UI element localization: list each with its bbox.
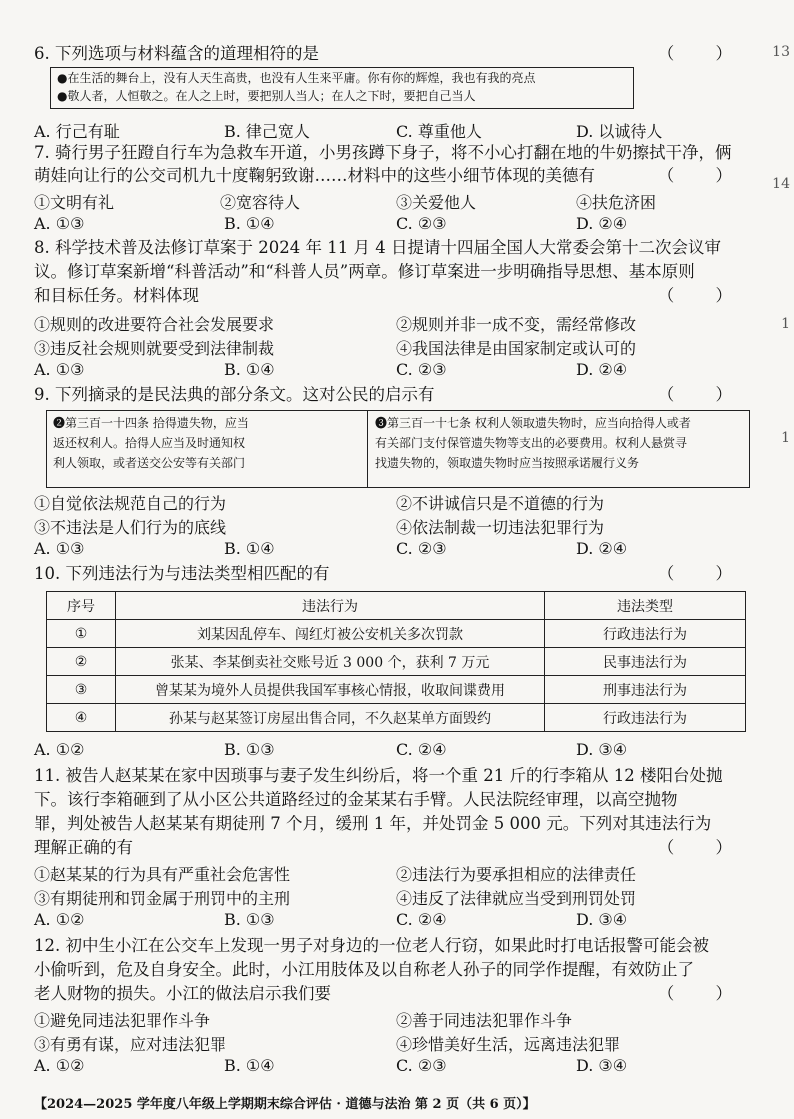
q11-item: ③有期徒刑和罚金属于刑罚中的主刑 [34, 889, 291, 908]
table-cell: ③ [47, 676, 116, 704]
q11-options [34, 910, 754, 930]
q6-options [34, 119, 754, 139]
q6-material-line: ●在生活的舞台上，没有人天生高贵，也没有人生来平庸。你有你的辉煌，我也有我的亮点 [57, 71, 536, 85]
q10-stem-text: 10. 下列违法行为与违法类型相匹配的有 [34, 564, 330, 583]
q7-item: ②宽容待人 [220, 193, 301, 212]
q6-option-c[interactable]: C. 尊重他人 [396, 122, 482, 141]
q7-option-b[interactable]: B. ①④ [224, 214, 275, 233]
table-cell: 孙某与赵某签订房屋出售合同，不久赵某单方面毁约 [116, 704, 545, 732]
q9-article-line: ❸第三百一十七条 权利人领取遗失物时，应当向拾得人或者 [375, 416, 691, 430]
q11-stem-text: 理解正确的有 [34, 838, 133, 857]
q10-table [46, 591, 746, 732]
table-row [47, 648, 746, 676]
q12-items-row1 [34, 1008, 754, 1028]
edge-mark: 1 [781, 430, 790, 446]
table-header-cell: 违法行为 [116, 592, 545, 620]
q11-option-b[interactable]: B. ①③ [224, 910, 275, 929]
table-cell: ① [47, 620, 116, 648]
q9-article-line: 有关部门支付保管遗失物等支出的必要费用。权利人悬赏寻 [375, 436, 688, 450]
q9-law-box [46, 410, 750, 488]
q9-stem-text: 9. 下列摘录的是民法典的部分条文。这对公民的启示有 [34, 385, 435, 404]
q12-stem-line: 小偷听到，危及自身安全。此时，小江用肢体及以自称老人孙子的同学作提醒，有效防止了 [34, 960, 694, 979]
q8-stem-line [34, 286, 750, 306]
q8-items-row1 [34, 312, 754, 332]
q12-stem-line [34, 984, 750, 1004]
table-cell: 行政违法行为 [545, 620, 746, 648]
q11-option-d[interactable]: D. ③④ [576, 910, 628, 929]
q10-option-d[interactable]: D. ③④ [576, 740, 628, 759]
table-cell: 张某、李某倒卖社交账号近 3 000 个，获利 7 万元 [116, 648, 545, 676]
q7-answer-paren: （ ） [657, 166, 750, 185]
table-header-row [47, 592, 746, 620]
page-footer: 【2024—2025 学年度八年级上学期期末综合评估 · 道德与法治 第 2 页（共 6 页）】 [34, 1097, 536, 1112]
q9-option-a[interactable]: A. ①③ [34, 539, 85, 558]
table-cell: 刘某因乱停车、闯红灯被公安机关多次罚款 [116, 620, 545, 648]
q6-option-a[interactable]: A. 行己有耻 [34, 122, 120, 141]
q11-item: ②违法行为要承担相应的法律责任 [396, 865, 637, 884]
q9-article-317 [369, 413, 749, 473]
q9-option-b[interactable]: B. ①④ [224, 539, 275, 558]
q10-option-b[interactable]: B. ①③ [224, 740, 275, 759]
q6-answer-paren: （ ） [657, 44, 750, 63]
q8-option-c[interactable]: C. ②③ [396, 360, 447, 379]
q9-box-divider [367, 411, 368, 487]
q9-item: ④依法制裁一切违法犯罪行为 [396, 518, 605, 537]
q9-stem [34, 385, 750, 405]
q12-option-c[interactable]: C. ②③ [396, 1056, 447, 1075]
q9-option-d[interactable]: D. ②④ [576, 539, 628, 558]
q9-article-line: 利人领取，或者送交公安等有关部门 [53, 456, 246, 470]
q8-items-row2 [34, 336, 754, 356]
table-header-cell: 违法类型 [545, 592, 746, 620]
q11-stem-line: 下。该行李箱砸到了从小区公共道路经过的金某某右手臂。人民法院经审理，以高空抛物 [34, 790, 678, 809]
q12-items-row2 [34, 1032, 754, 1052]
table-row [47, 620, 746, 648]
q7-stem-text: 萌娃向让行的公交司机九十度鞠躬致谢……材料中的这些小细节体现的美德有 [34, 166, 595, 185]
q8-option-d[interactable]: D. ②④ [576, 360, 628, 379]
q9-item: ②不讲诚信只是不道德的行为 [396, 494, 605, 513]
q6-option-b[interactable]: B. 律己宽人 [224, 122, 310, 141]
q8-stem-line: 议。修订草案新增“科普活动”和“科普人员”两章。修订草案进一步明确指导思想、基本原则 [34, 262, 695, 281]
q8-option-b[interactable]: B. ①④ [224, 360, 275, 379]
q11-items-row2 [34, 886, 754, 906]
q9-items-row2 [34, 515, 754, 535]
q9-item: ③不违法是人们行为的底线 [34, 518, 227, 537]
edge-mark: 13 [772, 44, 790, 60]
q6-material-line: ●敬人者，人恒敬之。在人之上时，要把别人当人；在人之下时，要把自己当人 [57, 89, 476, 103]
q7-stem-line [34, 166, 750, 186]
q11-option-a[interactable]: A. ①② [34, 910, 85, 929]
table-cell: ④ [47, 704, 116, 732]
q11-stem-line: 11. 被告人赵某某在家中因琐事与妻子发生纠纷后，将一个重 21 斤的行李箱从 12 楼阳台处抛 [34, 766, 723, 785]
q9-items-row1 [34, 491, 754, 511]
q9-article-314 [47, 413, 367, 473]
q12-item: ②善于同违法犯罪作斗争 [396, 1011, 573, 1030]
q12-stem-line: 12. 初中生小江在公交车上发现一男子对身边的一位老人行窃，如果此时打电话报警可能会被 [34, 936, 709, 955]
q11-item: ①赵某某的行为具有严重社会危害性 [34, 865, 291, 884]
q11-option-c[interactable]: C. ②④ [396, 910, 447, 929]
q9-answer-paren: （ ） [657, 385, 750, 404]
q6-stem-text: 6. 下列选项与材料蕴含的道理相符的是 [34, 44, 319, 63]
q8-answer-paren: （ ） [657, 286, 750, 305]
q10-answer-paren: （ ） [657, 564, 750, 583]
q12-option-a[interactable]: A. ①② [34, 1056, 85, 1075]
q12-answer-paren: （ ） [657, 984, 750, 1003]
q7-item: ①文明有礼 [34, 193, 115, 212]
q12-options [34, 1056, 754, 1076]
q12-option-d[interactable]: D. ③④ [576, 1056, 628, 1075]
table-header-cell: 序号 [47, 592, 116, 620]
q10-options [34, 740, 754, 760]
q9-article-line: ❷第三百一十四条 拾得遗失物，应当 [53, 416, 249, 430]
q12-item: ③有勇有谋，应对违法犯罪 [34, 1035, 227, 1054]
q9-options [34, 539, 754, 559]
q8-option-a[interactable]: A. ①③ [34, 360, 85, 379]
q7-item: ④扶危济困 [576, 193, 657, 212]
q8-options [34, 360, 754, 380]
table-cell: 行政违法行为 [545, 704, 746, 732]
q7-options [34, 214, 754, 234]
q7-items [34, 190, 754, 210]
q7-option-d[interactable]: D. ②④ [576, 214, 628, 233]
q7-item: ③关爱他人 [396, 193, 477, 212]
q6-option-d[interactable]: D. 以诚待人 [576, 122, 663, 141]
q11-stem-line: 罪，判处被告人赵某某有期徒刑 7 个月，缓刑 1 年，并处罚金 5 000 元。下列对其违法行为 [34, 814, 712, 833]
q12-stem-text: 老人财物的损失。小江的做法启示我们要 [34, 984, 331, 1003]
q12-item: ④珍惜美好生活，远离违法犯罪 [396, 1035, 621, 1054]
table-cell: 民事违法行为 [545, 648, 746, 676]
edge-mark: 1 [781, 316, 790, 332]
q7-option-c[interactable]: C. ②③ [396, 214, 447, 233]
q6-material-box [50, 67, 634, 109]
q11-stem-line [34, 838, 750, 858]
q8-item: ④我国法律是由国家制定或认可的 [396, 339, 637, 358]
q10-option-c[interactable]: C. ②④ [396, 740, 447, 759]
q9-option-c[interactable]: C. ②③ [396, 539, 447, 558]
q11-answer-paren: （ ） [657, 838, 750, 857]
table-row [47, 704, 746, 732]
q8-stem-line: 8. 科学技术普及法修订草案于 2024 年 11 月 4 日提请十四届全国人大常委会第十二次会议审 [34, 238, 721, 257]
q11-items-row1 [34, 862, 754, 882]
table-cell: ② [47, 648, 116, 676]
q6-stem [34, 44, 750, 64]
q7-option-a[interactable]: A. ①③ [34, 214, 85, 233]
table-cell: 曾某某为境外人员提供我国军事核心情报，收取间谍费用 [116, 676, 545, 704]
q8-item: ①规则的改进要符合社会发展要求 [34, 315, 275, 334]
table-row [47, 676, 746, 704]
q8-item: ②规则并非一成不变，需经常修改 [396, 315, 637, 334]
q8-stem-text: 和目标任务。材料体现 [34, 286, 199, 305]
table-cell: 刑事违法行为 [545, 676, 746, 704]
q8-item: ③违反社会规则就要受到法律制裁 [34, 339, 275, 358]
q12-item: ①避免同违法犯罪作斗争 [34, 1011, 211, 1030]
q9-article-line: 找遗失物的，领取遗失物时应当按照承诺履行义务 [375, 456, 640, 470]
q9-item: ①自觉依法规范自己的行为 [34, 494, 227, 513]
q11-item: ④违反了法律就应当受到刑罚处罚 [396, 889, 637, 908]
q12-option-b[interactable]: B. ①④ [224, 1056, 275, 1075]
q10-option-a[interactable]: A. ①② [34, 740, 85, 759]
q7-stem-line: 7. 骑行男子狂蹬自行车为急救车开道，小男孩蹲下身子，将不小心打翻在地的牛奶擦拭干净，俩 [34, 143, 732, 162]
q10-stem [34, 564, 750, 584]
edge-mark: 14 [772, 176, 790, 192]
q9-article-line: 返还权利人。拾得人应当及时通知权 [53, 436, 246, 450]
